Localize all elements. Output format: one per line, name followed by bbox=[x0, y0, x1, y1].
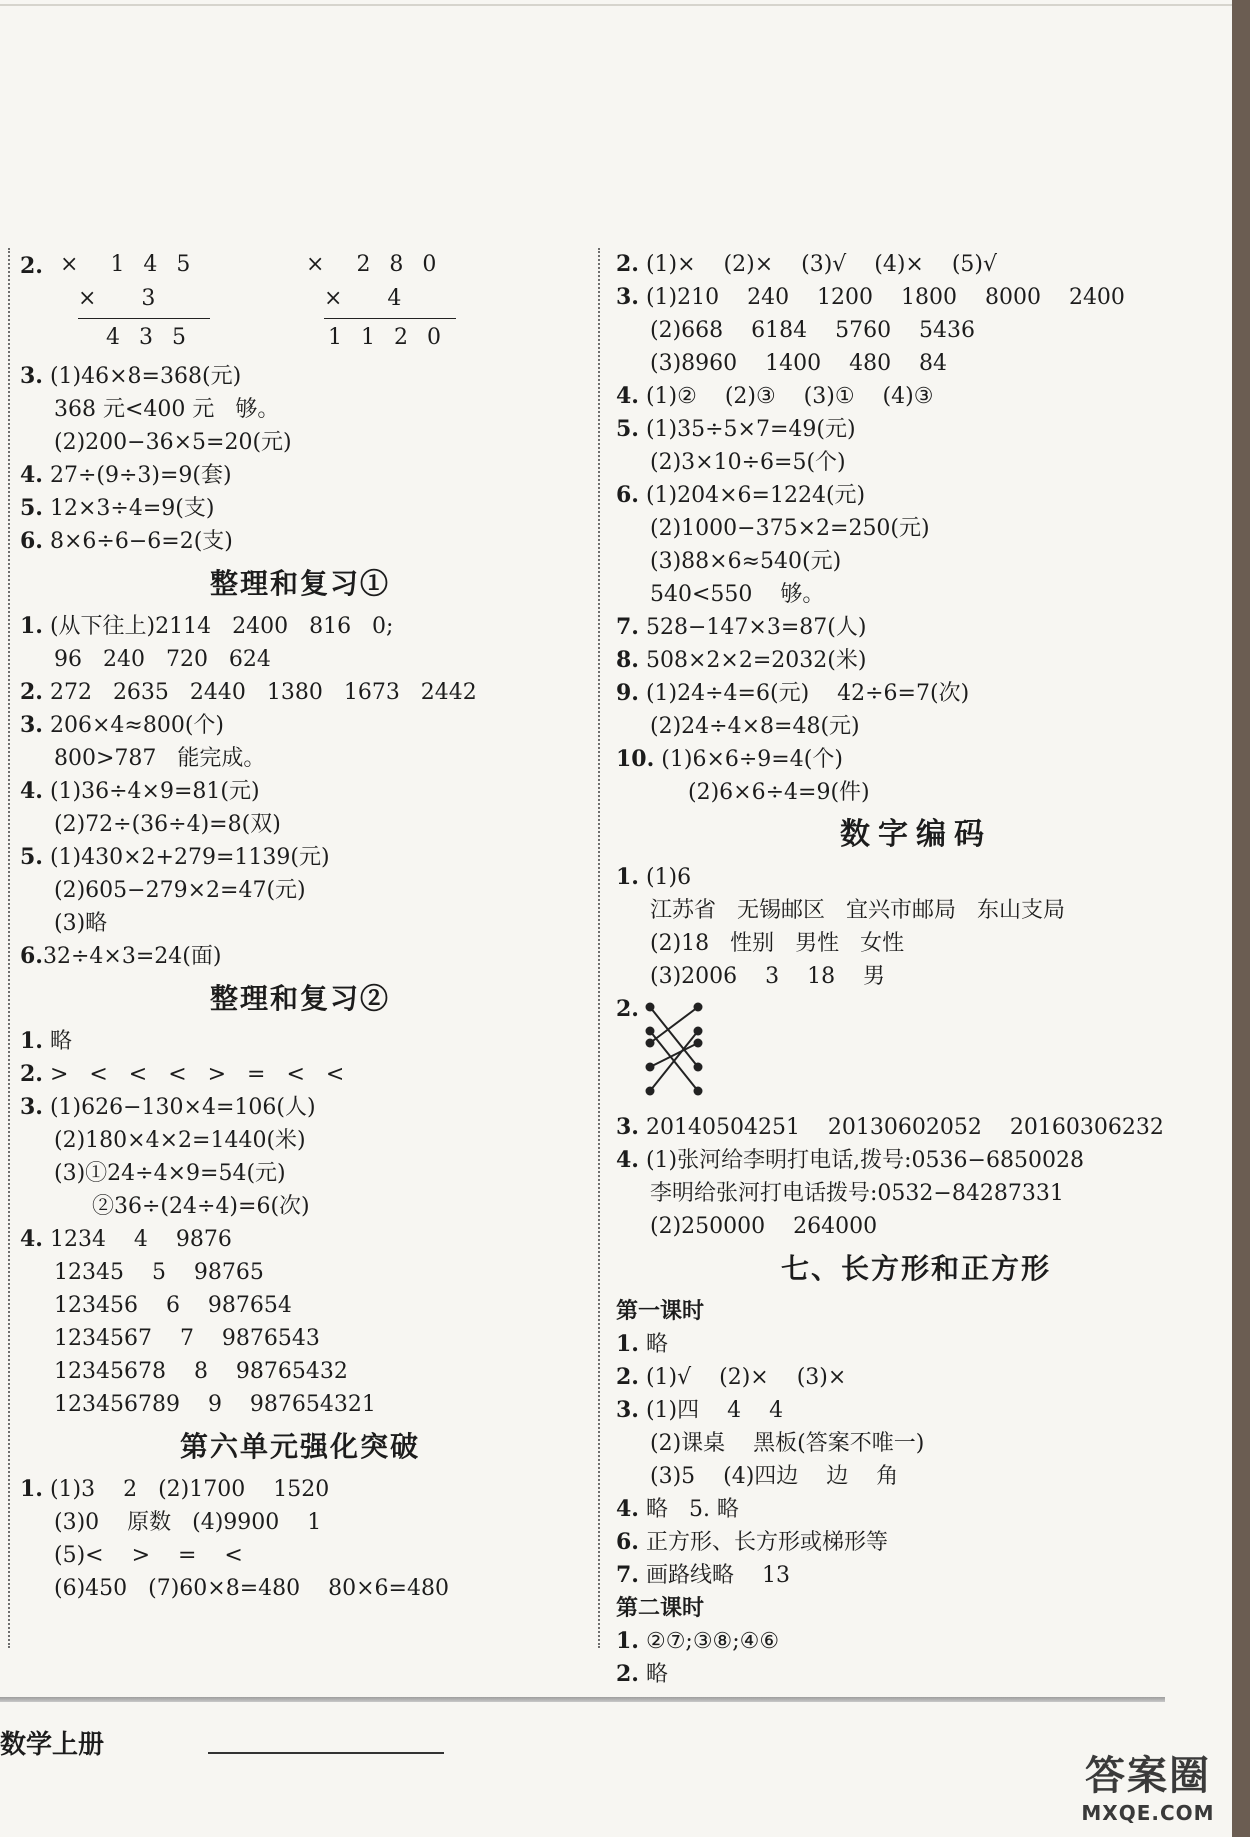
column-divider bbox=[598, 248, 600, 1648]
section-heading: 整理和复习② bbox=[209, 982, 390, 1015]
answer-line: 1. (从下往上)2114 2400 816 0; bbox=[20, 613, 394, 639]
left-margin-rule bbox=[8, 248, 10, 1648]
answer-line: 12345 5 98765 bbox=[54, 1260, 264, 1285]
answer-line: ②36÷(24÷4)=6(次) bbox=[92, 1194, 310, 1219]
answer-line: 2. > < < < > = < < bbox=[20, 1061, 345, 1087]
site-watermark bbox=[1060, 1752, 1236, 1834]
answer-line: 6. 正方形、长方形或梯形等 bbox=[616, 1529, 888, 1555]
answer-line: 4. 27÷(9÷3)=9(套) bbox=[20, 462, 232, 488]
answer-line: (2)200−36×5=20(元) bbox=[54, 430, 292, 455]
vertical-multiplication bbox=[20, 248, 580, 360]
answer-line: 3. (1)46×8=368(元) bbox=[20, 363, 242, 389]
answer-line: 3. (1)四 4 4 bbox=[616, 1397, 784, 1423]
answer-line: (3)8960 1400 480 84 bbox=[650, 351, 948, 376]
question-number: 2. bbox=[20, 253, 43, 279]
answer-line: 96 240 720 624 bbox=[54, 647, 271, 672]
answer-line: (6)450 (7)60×8=480 80×6=480 bbox=[54, 1576, 449, 1601]
answer-line: 1. 略 bbox=[20, 1028, 72, 1054]
answer-line: 123456789 9 987654321 bbox=[54, 1392, 376, 1417]
answer-line: 4. (1)② (2)③ (3)① (4)③ bbox=[616, 383, 934, 409]
answer-line: (3)2006 3 18 男 bbox=[650, 964, 886, 989]
answer-line: 2. 略 bbox=[616, 1661, 668, 1687]
footer-rule bbox=[0, 1697, 1165, 1702]
answer-line: (2)3×10÷6=5(个) bbox=[650, 450, 846, 475]
book-title-footer: 数学上册 bbox=[0, 1730, 105, 1760]
answer-line: (2)18 性别 男性 女性 bbox=[650, 931, 905, 956]
watermark-logo-text: 答案圈 bbox=[1085, 1753, 1211, 1799]
right-column bbox=[616, 248, 1216, 1691]
answer-line: 5. 12×3÷4=9(支) bbox=[20, 495, 215, 521]
answer-line: 3. 20140504251 20130602052 20160306232 bbox=[616, 1114, 1164, 1140]
answer-line: 8. 508×2×2=2032(米) bbox=[616, 647, 867, 673]
answer-line: (2)180×4×2=1440(米) bbox=[54, 1128, 306, 1153]
answer-line: (2)24÷4×8=48(元) bbox=[650, 714, 860, 739]
vertical-calc-a bbox=[60, 248, 210, 355]
section-heading: 整理和复习① bbox=[209, 567, 390, 600]
answer-line: 江苏省 无锡邮区 宜兴市邮局 东山支局 bbox=[650, 898, 1065, 923]
answer-line: 5. (1)35÷5×7=49(元) bbox=[616, 416, 856, 442]
answer-line: (2)250000 264000 bbox=[650, 1214, 878, 1239]
answer-line: 800>787 能完成。 bbox=[54, 746, 266, 771]
crossing-lines-figure bbox=[642, 1001, 706, 1105]
watermark-url: MXQE.COM bbox=[1081, 1801, 1215, 1825]
answer-line: 2. (1)× (2)× (3)√ (4)× (5)√ bbox=[616, 251, 998, 277]
answer-line: (3)①24÷4×9=54(元) bbox=[54, 1161, 286, 1186]
answer-line: 4. (1)张河给李明打电话,拨号:0536−6850028 bbox=[616, 1147, 1084, 1173]
calc-top: × 1 4 5 bbox=[60, 252, 197, 277]
answer-line: 4. (1)36÷4×9=81(元) bbox=[20, 778, 260, 804]
answer-line: 368 元<400 元 够。 bbox=[54, 397, 280, 422]
answer-line: 3. (1)210 240 1200 1800 8000 2400 bbox=[616, 284, 1125, 310]
answer-line: (5)< > = < bbox=[54, 1543, 243, 1568]
answer-line: 李明给张河打电话拨号:0532−84287331 bbox=[650, 1181, 1064, 1206]
calc-result: 1 1 2 0 bbox=[328, 325, 447, 350]
answer-line: 1. (1)3 2 (2)1700 1520 bbox=[20, 1476, 330, 1502]
footer-underline bbox=[208, 1752, 444, 1754]
answer-line: 9. (1)24÷4=6(元) 42÷6=7(次) bbox=[616, 680, 970, 706]
calc-result: 4 3 5 bbox=[106, 325, 192, 350]
top-rule bbox=[0, 4, 1232, 6]
answer-line: 540<550 够。 bbox=[650, 582, 825, 607]
lesson-subheading: 第二课时 bbox=[616, 1595, 705, 1621]
answer-line: 6. 8×6÷6−6=2(支) bbox=[20, 528, 233, 554]
answer-line: 1. ②⑦;③⑧;④⑥ bbox=[616, 1628, 780, 1654]
answer-line: (3)5 (4)四边 边 角 bbox=[650, 1464, 899, 1489]
answer-line: 10. (1)6×6÷9=4(个) bbox=[616, 746, 843, 772]
question-number: 2. bbox=[616, 996, 639, 1022]
answer-line: (3)0 原数 (4)9900 1 bbox=[54, 1510, 322, 1535]
answer-line: 123456 6 987654 bbox=[54, 1293, 292, 1318]
calc-mid: × 4 bbox=[324, 286, 408, 311]
section-heading: 第六单元强化突破 bbox=[179, 1430, 420, 1463]
answer-line: (2)6×6÷4=9(件) bbox=[688, 780, 870, 805]
answer-line: 3. 206×4≈800(个) bbox=[20, 712, 224, 738]
answer-line: 1234567 7 9876543 bbox=[54, 1326, 320, 1351]
answer-line: (3)略 bbox=[54, 911, 108, 936]
answer-line: 4. 略 5. 略 bbox=[616, 1496, 739, 1522]
answer-line: 6.32÷4×3=24(面) bbox=[20, 943, 222, 969]
answer-line: 1. (1)6 bbox=[616, 864, 692, 890]
answer-line: (2)1000−375×2=250(元) bbox=[650, 516, 930, 541]
answer-line: (2)668 6184 5760 5436 bbox=[650, 318, 976, 343]
answer-line: 3. (1)626−130×4=106(人) bbox=[20, 1094, 316, 1120]
answer-line: 1. 略 bbox=[616, 1331, 668, 1357]
answer-line: (2)课桌 黑板(答案不唯一) bbox=[650, 1431, 925, 1456]
answer-line: 4. 1234 4 9876 bbox=[20, 1226, 232, 1252]
matching-diagram bbox=[616, 993, 1216, 1111]
answer-line: (2)72÷(36÷4)=8(双) bbox=[54, 812, 281, 837]
section-heading: 数字编码 bbox=[840, 817, 992, 852]
answer-line: (2)605−279×2=47(元) bbox=[54, 878, 306, 903]
answer-line: 2. (1)√ (2)× (3)× bbox=[616, 1364, 847, 1390]
answer-line: 2. 272 2635 2440 1380 1673 2442 bbox=[20, 679, 477, 705]
page-edge bbox=[1232, 0, 1250, 1837]
lesson-subheading: 第一课时 bbox=[616, 1298, 705, 1324]
answer-line: 7. 画路线略 13 bbox=[616, 1562, 790, 1588]
answer-line: 7. 528−147×3=87(人) bbox=[616, 614, 867, 640]
vertical-calc-b bbox=[306, 248, 456, 355]
answer-line: (3)88×6≈540(元) bbox=[650, 549, 842, 574]
answer-line: 5. (1)430×2+279=1139(元) bbox=[20, 844, 330, 870]
left-column bbox=[20, 248, 580, 1605]
calc-top: × 2 8 0 bbox=[306, 252, 443, 277]
answer-line: 12345678 8 98765432 bbox=[54, 1359, 348, 1384]
calc-mid: × 3 bbox=[78, 286, 162, 311]
chapter-heading: 七、长方形和正方形 bbox=[780, 1252, 1051, 1285]
answer-line: 6. (1)204×6=1224(元) bbox=[616, 482, 866, 508]
